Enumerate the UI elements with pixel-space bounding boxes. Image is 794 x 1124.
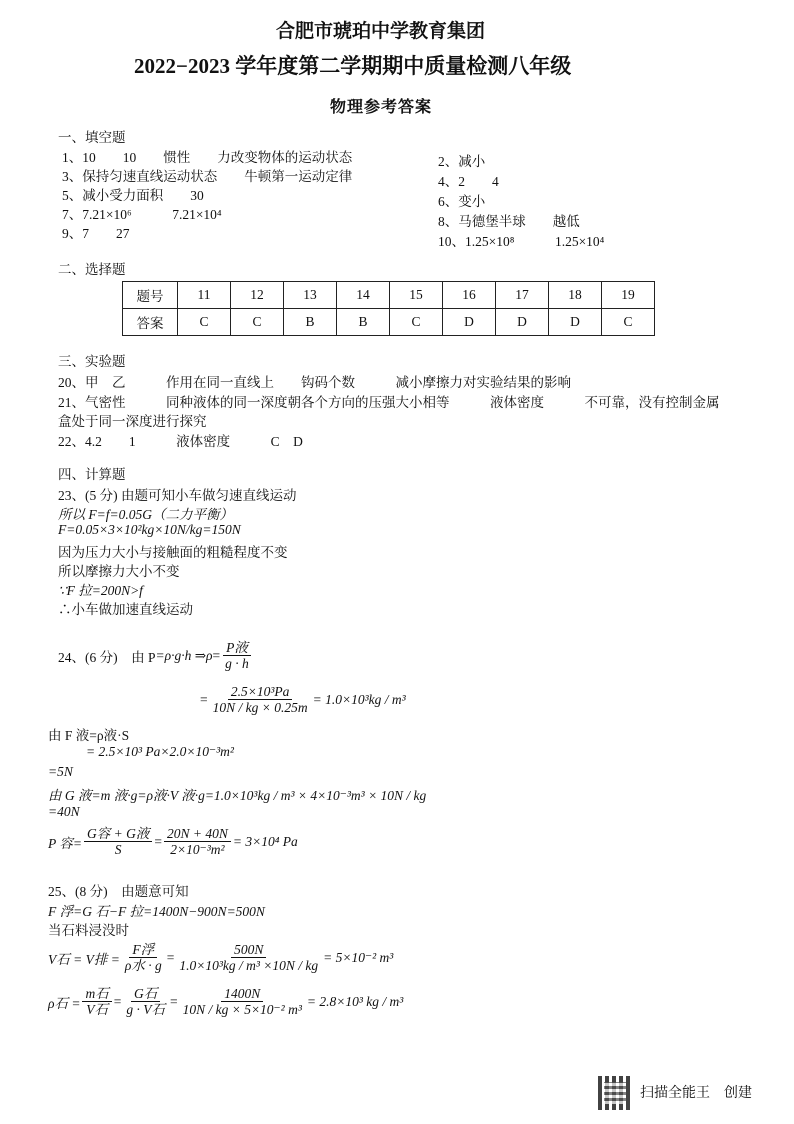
q24-formula-1	[58, 640, 254, 671]
question-number: 15	[390, 282, 443, 309]
school-name: 合肥市琥珀中学教育集团	[276, 21, 486, 42]
q23-line: ∵F 拉=200N>f	[58, 583, 143, 598]
answer-cell: D	[443, 309, 496, 336]
q24-result: = 1.0×10³kg / m³	[312, 691, 406, 707]
q25-fraction: $\frac{1400N}{\text{10N / kg × 5×10⁻² m³}}$	[182, 986, 302, 1017]
q25-formula-1: V石 = V排 = $\frac{\text{F浮}}{\text{ρ水 · g}}$ = $\frac{500N}{\text{1.0×10³kg / m³ ×10N / kg}}$ = 5×10⁻² m³	[48, 942, 394, 973]
question-number: 14	[337, 282, 390, 309]
fill-answer-9: 9、7 27	[62, 226, 130, 241]
fill-answer-3: 3、保持匀速直线运动状态 牛顿第一运动定律	[62, 169, 353, 184]
fill-answer-2: 2、减小	[438, 154, 486, 169]
scanner-watermark: 扫描全能王 创建	[640, 1085, 752, 1101]
q24-fraction: $\frac{20N + 40N}{\text{2×10⁻³m²}}$	[164, 826, 231, 857]
experiment-answer-22: 22、4.2 1 液体密度 C D	[58, 434, 303, 449]
q25-formula-2: ρ石 = $\frac{\text{m石}}{\text{V石}}$ = $\frac{\text{G石}}{\text{g · V石}}$ = $\frac{1400N}{\text{10N / kg × 5×10⁻² m³}}$ = 2.8×10³ kg / m³	[48, 986, 404, 1017]
q24-text: 24、(6 分) 由 P	[58, 649, 156, 665]
q23-line: 因为压力大小与接触面的粗糙程度不变	[58, 545, 288, 560]
q25-fraction: $\frac{\text{F浮}}{\text{ρ水 · g}}$	[124, 942, 162, 973]
exam-title: 2022−2023 学年度第二学期期中质量检测八年级	[134, 54, 572, 78]
q25-text: V石 = V排 =	[48, 951, 120, 967]
answer-cell: C	[602, 309, 655, 336]
experiment-answer-21-cont: 盒处于同一深度进行探究	[58, 414, 207, 429]
answer-subtitle: 物理参考答案	[330, 99, 433, 116]
table-header-cell: 答案	[123, 309, 178, 336]
q24-line: 由 G 液=m 液·g=ρ液·V 液·g=1.0×10³kg / m³ × 4×10⁻³m³ × 10N / kg	[48, 788, 427, 803]
q25-fraction: $\frac{\text{G石}}{\text{g · V石}}$	[126, 986, 165, 1017]
question-number: 12	[231, 282, 284, 309]
fill-answer-10: 10、1.25×10⁸ 1.25×10⁴	[438, 234, 605, 249]
fill-answer-4: 4、2 4	[438, 174, 499, 189]
answer-cell: B	[284, 309, 337, 336]
q23-line: ∴小车做加速直线运动	[58, 602, 193, 617]
section2-title: 二、选择题	[58, 262, 126, 277]
experiment-answer-21: 21、气密性 同种液体的同一深度朝各个方向的压强大小相等 液体密度 不可靠，没有控制金属	[58, 395, 720, 410]
q24-fraction: $\frac{\text{P液}}{g \cdot h}$	[222, 640, 252, 671]
q23-line: F=0.05×3×10²kg×10N/kg=150N	[58, 522, 241, 537]
q25-fraction: $\frac{\text{m石}}{\text{V石}}$	[82, 986, 111, 1017]
fill-answer-1: 1、10 10 惯性 力改变物体的运动状态	[62, 150, 353, 165]
q24-line: =40N	[48, 804, 80, 819]
experiment-answer-20: 20、甲 乙 作用在同一直线上 钩码个数 减小摩擦力对实验结果的影响	[58, 375, 571, 390]
answer-cell: C	[231, 309, 284, 336]
q24-line: =5N	[48, 764, 73, 779]
q24-fraction: $\frac{\text{G容 + G液}}{S}$	[84, 826, 152, 857]
section4-title: 四、计算题	[58, 467, 126, 482]
q25-fraction: $\frac{500N}{\text{1.0×10³kg / m³ ×10N / kg}}$	[179, 942, 319, 973]
answer-cell: D	[549, 309, 602, 336]
fill-answer-5: 5、减小受力面积 30	[62, 188, 204, 203]
question-number: 18	[549, 282, 602, 309]
question-number: 16	[443, 282, 496, 309]
question-number: 11	[178, 282, 231, 309]
answer-cell: C	[390, 309, 443, 336]
q23-line: 所以 F=f=0.05G（二力平衡）	[58, 507, 233, 522]
q24-formula-3: P 容= $\frac{\text{G容 + G液}}{S}$ = $\frac{20N + 40N}{\text{2×10⁻³m²}}$ = 3×10⁴ Pa	[48, 826, 298, 857]
q24-text: =	[212, 647, 221, 663]
q24-result: = 3×10⁴ Pa	[232, 833, 298, 849]
q25-result: = 2.8×10³ kg / m³	[306, 993, 404, 1009]
question-number: 13	[284, 282, 337, 309]
qr-code-icon	[598, 1076, 632, 1110]
answer-cell: D	[496, 309, 549, 336]
answer-cell: C	[178, 309, 231, 336]
q24-formula-2: = $\frac{\text{2.5×10³Pa}}{10N / kg \times 0.25m}$ = 1.0×10³kg / m³	[200, 684, 406, 715]
q23-line: 23、(5 分) 由题可知小车做匀速直线运动	[58, 488, 297, 503]
q24-line: = 2.5×10³ Pa×2.0×10⁻³m²	[86, 744, 234, 759]
q25-result: = 5×10⁻² m³	[323, 949, 394, 965]
q25-line: 25、(8 分) 由题意可知	[48, 884, 189, 899]
fill-answer-6: 6、变小	[438, 194, 486, 209]
q24-text: =ρ	[155, 647, 172, 663]
question-number: 19	[602, 282, 655, 309]
table-row	[123, 309, 655, 336]
q24-fraction: $\frac{\text{2.5×10³Pa}}{10N / kg \times 0.25m}$	[212, 684, 308, 715]
table-header-cell: 题号	[123, 282, 178, 309]
q23-line: 所以摩擦力大小不变	[58, 564, 180, 579]
section1-title: 一、填空题	[58, 130, 126, 145]
q24-text: ·g·h ⇒ρ	[171, 647, 213, 663]
fill-answer-8: 8、马德堡半球 越低	[438, 214, 580, 229]
q24-text: P 容=	[48, 835, 82, 851]
choice-answer-table	[122, 281, 655, 336]
section3-title: 三、实验题	[58, 354, 126, 369]
q25-line: F 浮=G 石−F 拉=1400N−900N=500N	[48, 904, 265, 919]
q24-line: 由 F 液=ρ液·S	[48, 728, 130, 743]
q25-line: 当石料浸没时	[48, 923, 129, 938]
fill-answer-7: 7、7.21×10⁶ 7.21×10⁴	[62, 207, 222, 222]
q25-text: ρ石 =	[48, 995, 81, 1011]
question-number: 17	[496, 282, 549, 309]
table-row	[123, 282, 655, 309]
answer-cell: B	[337, 309, 390, 336]
